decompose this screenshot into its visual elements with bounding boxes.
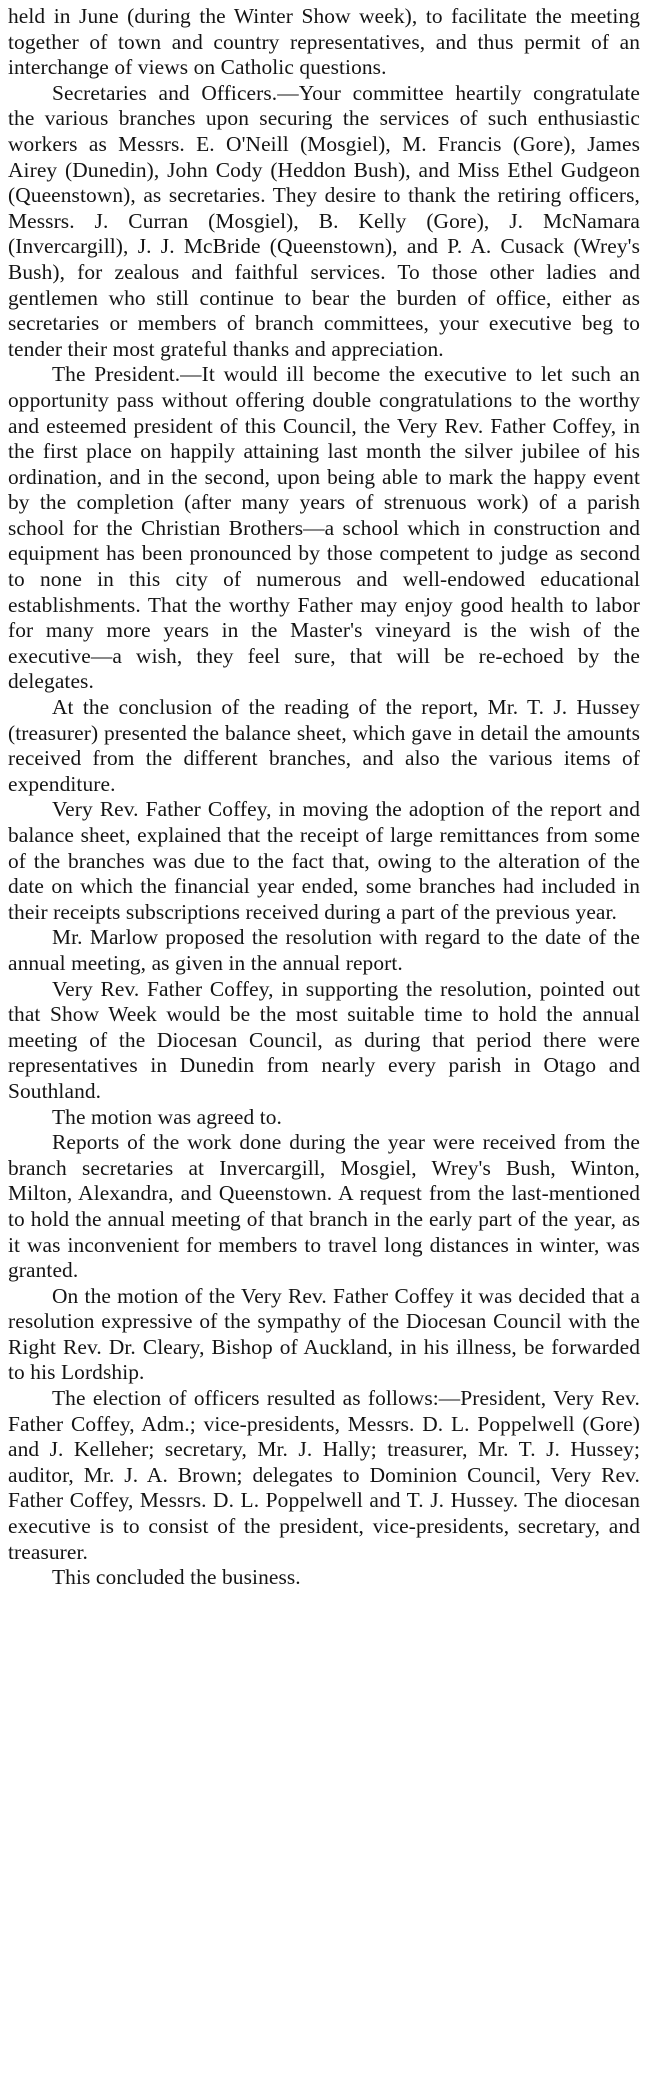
paragraph-motion-agreed: The motion was agreed to.	[52, 1104, 283, 1129]
paragraph-sympathy-resolution: On the motion of the Very Rev. Father Coffey it was decided that a resolution expressive of the sympathy of the Diocesan Council with the Right Rev. Dr. Cleary, Bishop of Auckland, in his illness, be forwarded to his Lordship.	[8, 1283, 640, 1385]
paragraph-annual-meeting-resolution: Mr. Marlow proposed the resolution with regard to the date of the annual meeting, as given in the annual report.	[8, 925, 640, 975]
paragraph-balance-sheet: At the conclusion of the reading of the report, Mr. T. J. Hussey (treasurer) presented the balance sheet, which gave in detail the amounts received from the different branches, and also the various items of expenditure.	[8, 695, 640, 796]
paragraph-secretaries-and-officers: Secretaries and Officers.—Your committee heartily congratulate the various branches upon securing the services of such enthusiastic workers as Messrs. E. O'Neill (Mosgiel), M. Francis (Gore), James Airey (Dunedin), John Cody (Heddon Bush), and Miss Ethel Gudgeon (Queenstown), as secretaries. They desire to thank the retiring officers, Messrs. J. Curran (Mosgiel), B. Kelly (Gore), J. McNamara (Invercargill), J. J. McBride (Queenstown), and P. A. Cusack (Wrey's Bush), for zealous and faithful services. To those other ladies and gentlemen who still continue to bear the burden of office, either as secretaries or members of branch committees, your executive beg to tender their most grateful thanks and appreciation.	[8, 80, 640, 361]
paragraph-continuation: held in June (during the Winter Show week), to facilitate the meeting together of town and country representatives, and thus permit of an interchange of views on Catholic questions.	[8, 4, 640, 80]
paragraph-branch-reports: Reports of the work done during the year were received from the branch secretaries at Invercargill, Mosgiel, Wrey's Bush, Winton, Milton, Alexandra, and Queenstown. A request from the last-mentioned to hold the annual meeting of that branch in the early part of the year, as it was inconvenient for members to travel long distances in winter, was granted.	[8, 1130, 640, 1283]
paragraph-adoption-of-report: Very Rev. Father Coffey, in moving the adoption of the report and balance sheet, explained that the receipt of large remittances from some of the branches was due to the fact that, owing to the alteration of the date on which the financial year ended, some branches had included in their receipts subscriptions received during a part of the previous year.	[8, 797, 640, 924]
paragraph-the-president: The President.—It would ill become the executive to let such an opportunity pass without offering double congratulations to the worthy and esteemed president of this Council, the Very Rev. Father Coffey, in the first place on happily attaining last month the silver jubilee of his ordination, and in the second, upon being able to mark the happy event by the completion (after many years of strenuous work) of a parish school for the Christian Brothers—a school which in construction and equipment has been pronounced by those competent to judge as second to none in this city of numerous and well-endowed educational establishments. That the worthy Father may enjoy good health to labor for many more years in the Master's vineyard is the wish of the executive—a wish, they feel sure, that will be re-echoed by the delegates.	[8, 362, 640, 694]
paragraph-show-week: Very Rev. Father Coffey, in supporting the resolution, pointed out that Show Week would be the most suitable time to hold the annual meeting of the Diocesan Council, as during that period there were representatives in Dunedin from nearly every parish in Otago and Southland.	[8, 976, 640, 1103]
paragraph-election-of-officers: The election of officers resulted as follows:—President, Very Rev. Father Coffey, Adm.; vice-presidents, Messrs. D. L. Poppelwell (Gore) and J. Kelleher; secretary, Mr. J. Hally; treasurer, Mr. T. J. Hussey; auditor, Mr. J. A. Brown; delegates to Dominion Council, Very Rev. Father Coffey, Messrs. D. L. Poppelwell and T. J. Hussey. The diocesan executive is to consist of the president, vice-presidents, secretary, and treasurer.	[8, 1386, 640, 1564]
paragraph-closing: This concluded the business.	[52, 1565, 301, 1590]
